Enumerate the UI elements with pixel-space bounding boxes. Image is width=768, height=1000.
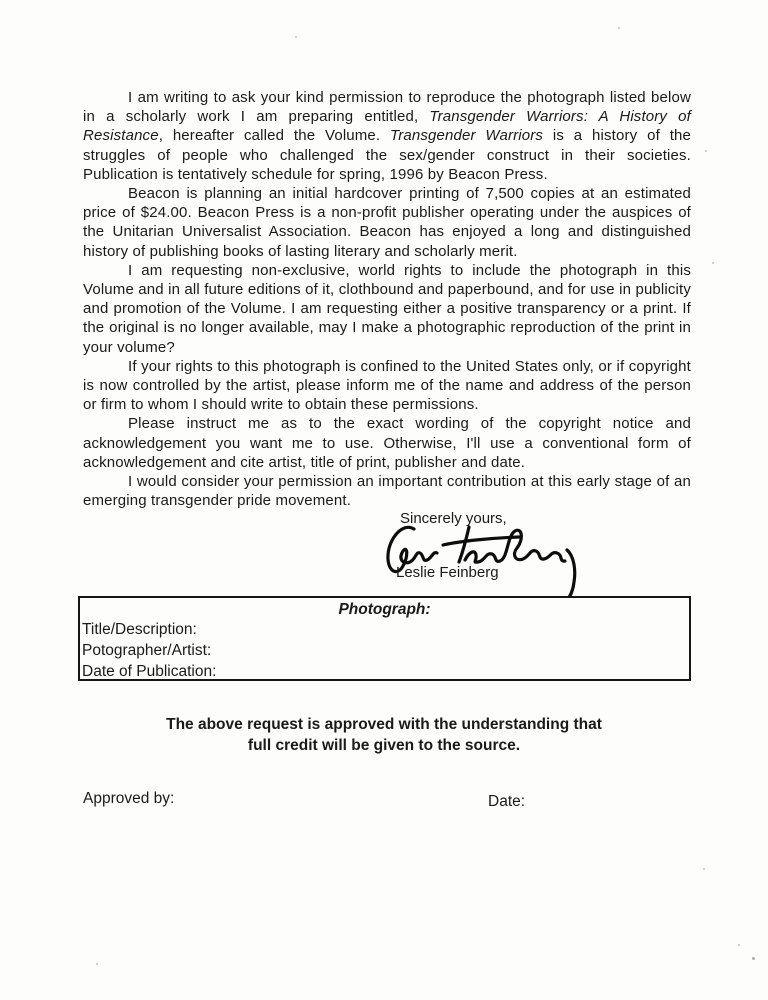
photograph-box-title: Photograph: [338,601,431,618]
approved-by-label: Approved by: [83,790,175,807]
date-label: Date: [488,793,526,810]
scan-speck [96,963,98,965]
paragraph-intro: I am writing to ask your kind permission to reproduce the photograph listed below in a scholarly work I am preparing entitled, Transgender Warriors: A History of Resistance, hereafter called the Volume. Transgender Warriors is a history of the struggles of people who challenged the sex/gender construct in their societies. Publication is tentatively schedule for spring, 1996 by Beacon Press. [83,89,691,183]
scan-speck [703,868,705,870]
scan-speck [295,36,297,38]
approval-line-2: full credit will be given to the source. [247,736,521,754]
scan-speck [738,944,740,946]
field-date-of-publication: Date of Publication: [82,663,217,680]
scan-speck [752,957,755,960]
signature-name: Leslie Feinberg [396,564,499,581]
paragraph-rights-request: I am requesting non-exclusive, world rights to include the photograph in this Volume and in all future editions of it, clothbound and paperbound, and for use in publicity and promotion of the Volume. I am requesting either a positive transparency or a print. If the original is no longer available, may I make a photographic reproduction of the print in your volume? [83,261,691,356]
closing-line: Sincerely yours, [400,510,507,527]
paragraph-copyright-holder: If your rights to this photograph is confined to the United States only, or if copyright is now controlled by the artist, please inform me of the name and address of the person or firm to whom I should write to obtain these permissions. [83,357,691,414]
paragraph-printing-details: Beacon is planning an initial hardcover printing of 7,500 copies at an estimated price of $24.00. Beacon Press is a non-profit publisher operating under the auspices of the Unitarian Universalist Association. Beacon has enjoyed a long and distinguished history of publishing books of lasting literary and scholarly merit. [83,185,691,260]
photograph-box [78,596,691,681]
letter-body [83,88,691,510]
scan-speck [712,262,714,264]
paragraph-credit-wording: Please instruct me as to the exact wording of the copyright notice and acknowledgement you want me to use. Otherwise, I'll use a conventional form of acknowledgement and cite artist, title of print, publisher and date. [83,415,691,471]
scan-speck [618,27,620,29]
scan-speck [705,150,707,152]
approval-statement [0,715,768,756]
handwritten-signature [381,514,593,598]
field-title-description: Title/Description: [82,621,197,638]
paragraph-closing-statement: I would consider your permission an important contribution at this early stage of an emerging transgender pride movement. [83,473,691,510]
field-photographer-artist: Potographer/Artist: [82,642,212,659]
approval-line-1: The above request is approved with the understanding that [166,716,602,733]
